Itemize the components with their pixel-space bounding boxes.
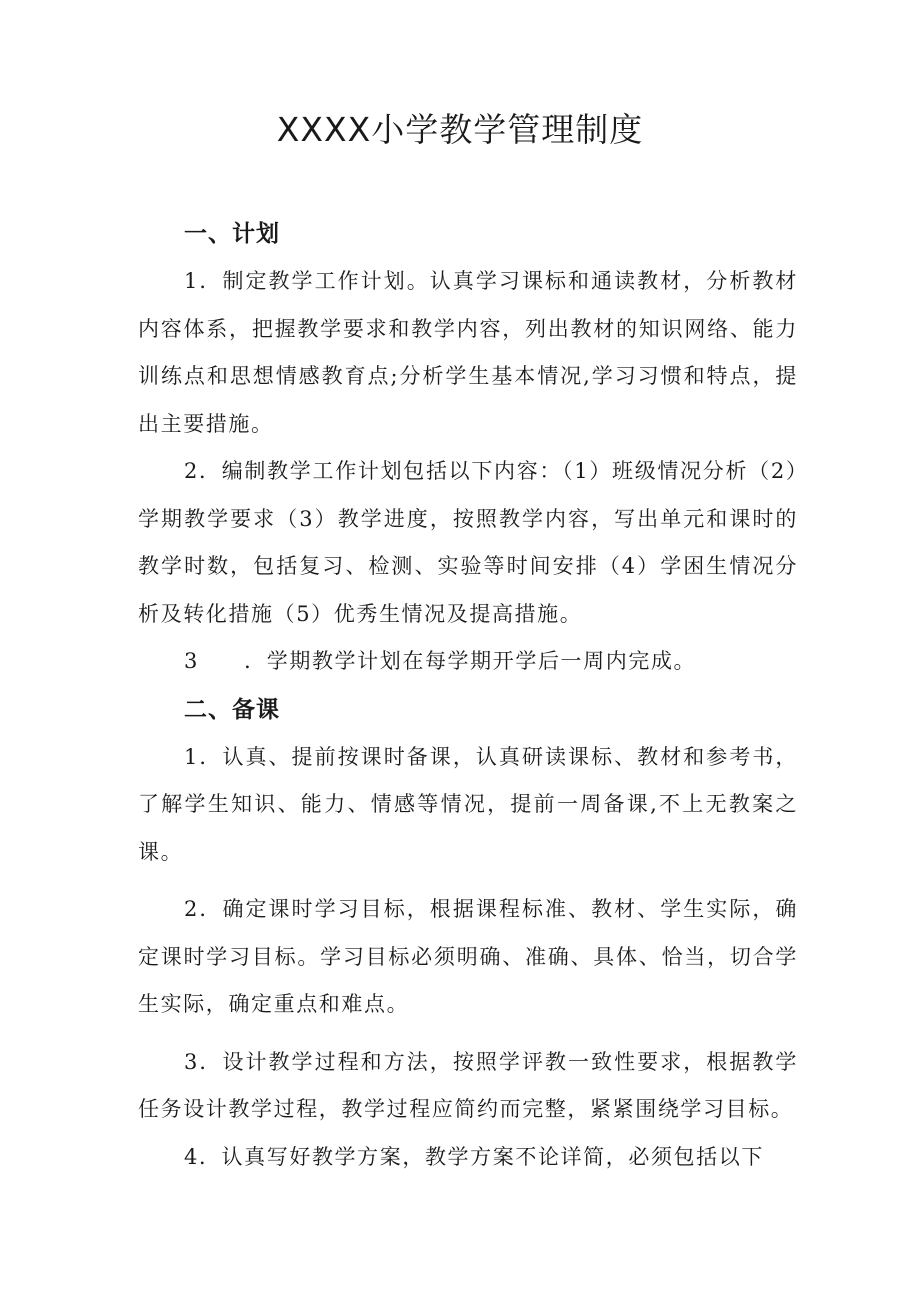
paragraph-plan-2: 2．编制教学工作计划包括以下内容：（1）班级情况分析（2）学期教学要求（3）教学进度，按照教学内容，写出单元和课时的教学时数，包括复习、检测、实验等时间安排（4）学困生情况分析及转化措施（5）优秀生情况及提高措施。: [138, 459, 798, 626]
paragraph-prep-4: 4．认真写好教学方案，教学方案不论详简，必须包括以下: [184, 1144, 764, 1169]
paragraph-prep-2: 2．确定课时学习目标，根据课程标准、教材、学生实际，确定课时学习目标。学习目标必须明确、准确、具体、恰当，切合学生实际，确定重点和难点。: [138, 897, 798, 1016]
section-heading-plan: 一、计划: [184, 221, 280, 247]
paragraph-gap: [138, 876, 798, 886]
paragraph-prep-3: 3．设计教学过程和方法，按照学评教一致性要求，根据教学任务设计教学过程，教学过程应简约而完整，紧紧围绕学习目标。: [138, 1049, 798, 1121]
document-title: XXXX小学教学管理制度: [276, 110, 644, 149]
paragraph-prep-1: 1．认真、提前按课时备课，认真研读课标、教材和参考书，了解学生知识、能力、情感等情况，提前一周备课,不上无教案之课。: [138, 744, 798, 864]
paragraph-plan-3: 3 ．学期教学计划在每学期开学后一周内完成。: [184, 649, 697, 673]
section-heading-lesson-prep: 二、备课: [184, 696, 280, 723]
document-body: [138, 210, 798, 1181]
paragraph-gap: [138, 1029, 798, 1039]
paragraph-plan-1: 1．制定教学工作计划。认真学习课标和通读教材，分析教材内容体系，把握教学要求和教学内容，列出教材的知识网络、能力训练点和思想情感教育点;分析学生基本情况,学习习惯和特点，提出主要措施。: [138, 269, 798, 436]
